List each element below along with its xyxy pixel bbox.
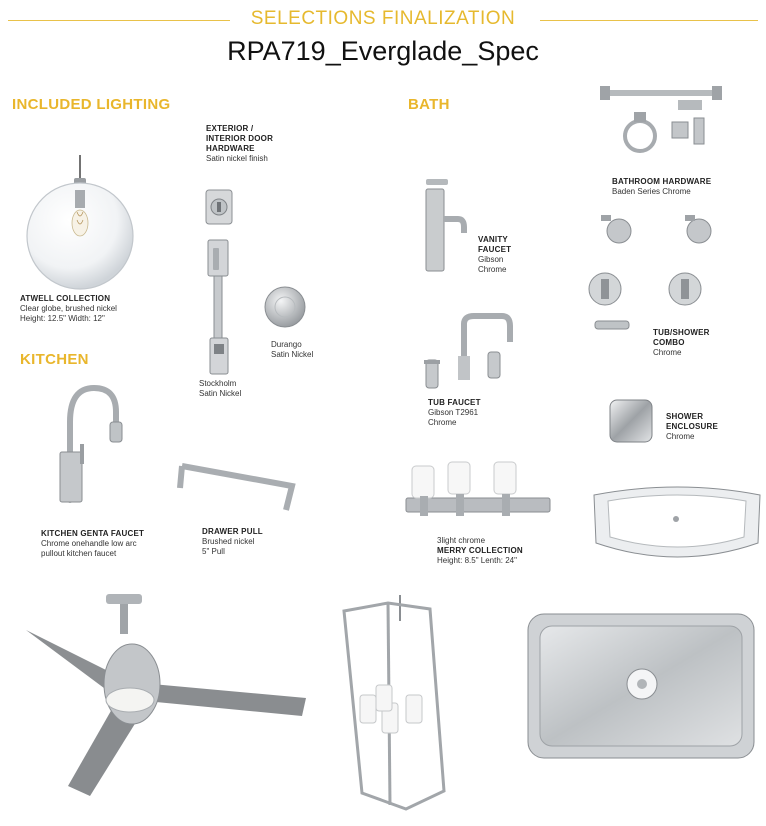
tub-shower-caption: TUB/SHOWER COMBO Chrome	[653, 328, 710, 357]
tub-faucet-image	[414, 310, 534, 390]
deadbolt-image	[203, 185, 253, 230]
drawer-pull-caption: DRAWER PULL Brushed nickel 5" Pull	[202, 527, 263, 556]
shower-enclosure-caption: SHOWER ENCLOSURE Chrome	[666, 412, 719, 441]
drawer-pull-image	[176, 458, 306, 518]
tub-faucet-caption: TUB FAUCET Gibson T2961 Chrome	[428, 398, 481, 427]
durango-caption: Durango Satin Nickel	[271, 340, 314, 359]
atwell-caption: ATWELL COLLECTION Clear globe, brushed nickel Height: 12.5" Width: 12"	[20, 294, 117, 323]
section-lighting: INCLUDED LIGHTING	[12, 96, 171, 113]
bathroom-hardware-image	[598, 80, 728, 160]
door-hardware-caption: EXTERIOR / INTERIOR DOOR HARDWARE Satin nickel finish	[206, 124, 274, 163]
vanity-faucet-caption: VANITY FAUCET Gibson Chrome	[478, 235, 512, 274]
bath-sink-image	[588, 485, 766, 575]
page-title: RPA719_Everglade_Spec	[227, 36, 539, 66]
chandelier-image	[340, 595, 450, 815]
shower-enclosure-image	[608, 398, 658, 448]
section-kitchen: KITCHEN	[20, 351, 89, 368]
stockholm-caption: Stockholm Satin Nickel	[199, 379, 242, 398]
tub-shower-combo-image	[585, 205, 725, 335]
merry-vanity-light-image	[400, 460, 560, 530]
header-kicker: SELECTIONS FINALIZATION	[0, 8, 766, 30]
kitchen-sink-image	[526, 612, 756, 762]
durango-knob-image	[263, 285, 313, 335]
vanity-faucet-image	[412, 175, 472, 275]
ceiling-fan-image	[20, 590, 310, 800]
kitchen-faucet-caption: KITCHEN GENTA FAUCET Chrome onehandle low arc pullout kitchen faucet	[41, 529, 145, 558]
atwell-pendant-image	[22, 150, 142, 290]
merry-caption: 3light chrome MERRY COLLECTION Height: 8.5" Lenth: 24"	[437, 536, 523, 565]
section-bath: BATH	[408, 96, 450, 113]
handleset-image	[202, 238, 242, 378]
kitchen-faucet-image	[50, 382, 140, 512]
bathroom-hardware-caption: BATHROOM HARDWARE Baden Series Chrome	[612, 177, 712, 196]
